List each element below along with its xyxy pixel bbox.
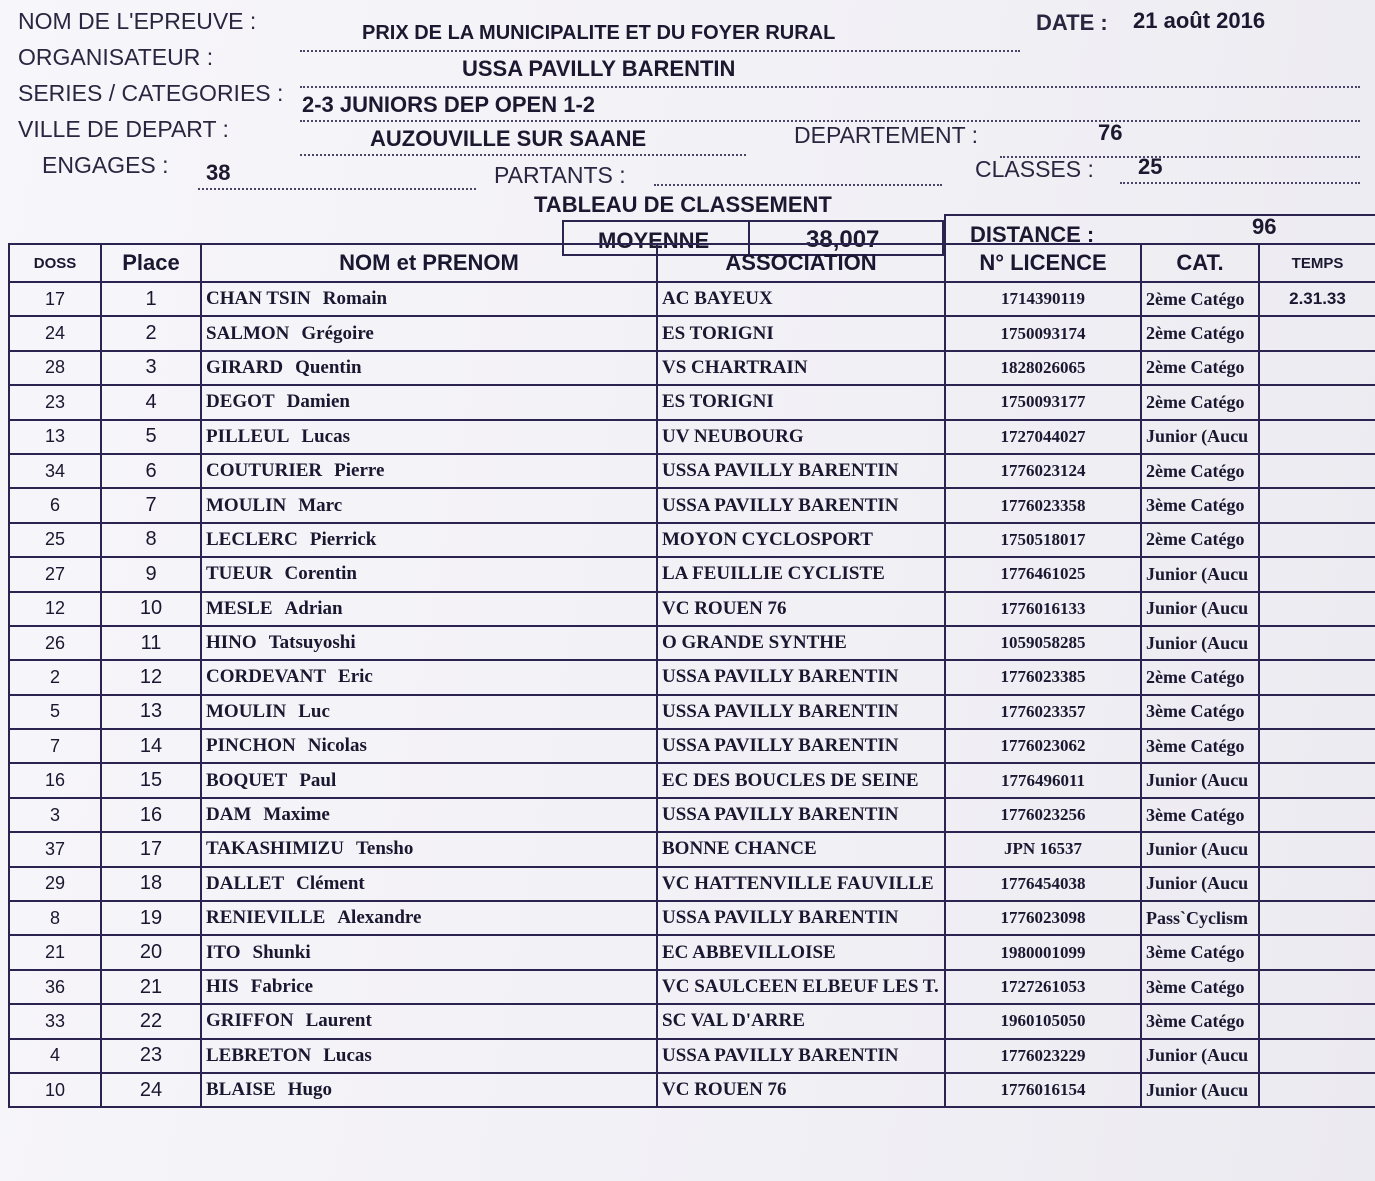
time-cell: 2.31.33 bbox=[1259, 282, 1375, 316]
first-name: Romain bbox=[322, 288, 388, 310]
date-value: 21 août 2016 bbox=[1133, 8, 1266, 33]
place-cell: 11 bbox=[101, 626, 201, 660]
place-cell: 5 bbox=[101, 420, 201, 454]
time-cell bbox=[1259, 970, 1375, 1004]
association-cell: SC VAL D'ARRE bbox=[657, 1004, 945, 1038]
dotted-line bbox=[198, 188, 476, 190]
table-row bbox=[9, 763, 1375, 797]
association-cell: VC HATTENVILLE FAUVILLE bbox=[657, 867, 945, 901]
name-cell bbox=[201, 901, 657, 935]
time-cell bbox=[1259, 316, 1375, 350]
doss-cell: 7 bbox=[9, 729, 101, 763]
category-cell: Pass`Cyclism bbox=[1141, 901, 1259, 935]
first-name: Corentin bbox=[284, 563, 357, 585]
first-name: Laurent bbox=[305, 1010, 372, 1032]
licence-cell: 1776016154 bbox=[945, 1073, 1141, 1107]
organisateur-label: ORGANISATEUR : bbox=[18, 44, 214, 70]
time-cell bbox=[1259, 523, 1375, 557]
last-name: BOQUET bbox=[206, 769, 288, 791]
doss-cell: 33 bbox=[9, 1004, 101, 1038]
place-cell: 1 bbox=[101, 282, 201, 316]
place-cell: 3 bbox=[101, 351, 201, 385]
dotted-line bbox=[300, 86, 1360, 88]
moyenne-label: MOYENNE bbox=[598, 228, 710, 253]
dotted-line bbox=[300, 154, 746, 156]
table-body bbox=[9, 282, 1375, 1107]
table-row bbox=[9, 488, 1375, 522]
association-cell: EC ABBEVILLOISE bbox=[657, 935, 945, 969]
doss-cell: 10 bbox=[9, 1073, 101, 1107]
table-row bbox=[9, 935, 1375, 969]
distance-value: 96 bbox=[1252, 214, 1277, 239]
last-name: GRIFFON bbox=[206, 1010, 294, 1032]
licence-cell: 1776023256 bbox=[945, 798, 1141, 832]
place-cell: 18 bbox=[101, 867, 201, 901]
classes-label: CLASSES : bbox=[975, 156, 1094, 182]
col-nom-header: NOM et PRENOM bbox=[201, 244, 657, 282]
last-name: DEGOT bbox=[206, 391, 275, 413]
association-cell: EC DES BOUCLES DE SEINE bbox=[657, 763, 945, 797]
licence-cell: 1776023124 bbox=[945, 454, 1141, 488]
time-cell bbox=[1259, 763, 1375, 797]
series-label: SERIES / CATEGORIES : bbox=[18, 80, 284, 106]
time-cell bbox=[1259, 798, 1375, 832]
licence-cell: 1776023358 bbox=[945, 488, 1141, 522]
doss-cell: 25 bbox=[9, 523, 101, 557]
licence-cell: 1776023385 bbox=[945, 660, 1141, 694]
place-cell: 14 bbox=[101, 729, 201, 763]
association-cell: AC BAYEUX bbox=[657, 282, 945, 316]
first-name: Damien bbox=[286, 391, 350, 413]
table-row bbox=[9, 592, 1375, 626]
licence-cell: 1750518017 bbox=[945, 523, 1141, 557]
name-cell bbox=[201, 798, 657, 832]
place-cell: 13 bbox=[101, 695, 201, 729]
licence-cell: 1776023062 bbox=[945, 729, 1141, 763]
first-name: Pierre bbox=[334, 460, 385, 482]
table-row bbox=[9, 316, 1375, 350]
category-cell: Junior (Aucu bbox=[1141, 592, 1259, 626]
first-name: Pierrick bbox=[309, 528, 377, 550]
doss-cell: 2 bbox=[9, 660, 101, 694]
place-cell: 10 bbox=[101, 592, 201, 626]
name-cell bbox=[201, 1004, 657, 1038]
licence-cell: 1776454038 bbox=[945, 867, 1141, 901]
dotted-line bbox=[1120, 182, 1360, 184]
category-cell: 2ème Catégo bbox=[1141, 385, 1259, 419]
col-licence-header: N° LICENCE bbox=[945, 244, 1141, 282]
place-cell: 15 bbox=[101, 763, 201, 797]
last-name: CORDEVANT bbox=[206, 666, 327, 688]
first-name: Fabrice bbox=[250, 976, 314, 997]
name-cell bbox=[201, 832, 657, 866]
name-cell bbox=[201, 970, 657, 1004]
last-name: MOULIN bbox=[206, 494, 287, 516]
time-cell bbox=[1259, 1039, 1375, 1073]
name-cell bbox=[201, 867, 657, 901]
licence-cell: 1776461025 bbox=[945, 557, 1141, 591]
category-cell: 2ème Catégo bbox=[1141, 351, 1259, 385]
place-cell: 21 bbox=[101, 970, 201, 1004]
tableau-title: TABLEAU DE CLASSEMENT bbox=[534, 192, 832, 217]
doss-cell: 24 bbox=[9, 316, 101, 350]
ville-value: AUZOUVILLE SUR SAANE bbox=[370, 126, 647, 151]
last-name: BLAISE bbox=[206, 1079, 276, 1101]
table-row bbox=[9, 798, 1375, 832]
last-name: PILLEUL bbox=[206, 425, 290, 447]
first-name: Alexandre bbox=[337, 907, 422, 929]
first-name: Clément bbox=[296, 872, 365, 894]
last-name: DALLET bbox=[206, 872, 285, 894]
doss-cell: 26 bbox=[9, 626, 101, 660]
last-name: CHAN TSIN bbox=[206, 288, 311, 310]
first-name: Maxime bbox=[263, 804, 330, 826]
last-name: TAKASHIMIZU bbox=[206, 838, 344, 860]
date-label: DATE : bbox=[1036, 10, 1108, 35]
category-cell: 2ème Catégo bbox=[1141, 316, 1259, 350]
table-row bbox=[9, 626, 1375, 660]
licence-cell: JPN 16537 bbox=[945, 832, 1141, 866]
time-cell bbox=[1259, 729, 1375, 763]
doss-cell: 23 bbox=[9, 385, 101, 419]
first-name: Lucas bbox=[301, 425, 350, 447]
doss-cell: 4 bbox=[9, 1039, 101, 1073]
category-cell: 2ème Catégo bbox=[1141, 523, 1259, 557]
association-cell: USSA PAVILLY BARENTIN bbox=[657, 660, 945, 694]
association-cell: ES TORIGNI bbox=[657, 316, 945, 350]
time-cell bbox=[1259, 454, 1375, 488]
name-cell bbox=[201, 523, 657, 557]
col-association-header: ASSOCIATION bbox=[657, 244, 945, 282]
time-cell bbox=[1259, 695, 1375, 729]
doss-cell: 21 bbox=[9, 935, 101, 969]
time-cell bbox=[1259, 626, 1375, 660]
first-name: Paul bbox=[299, 769, 337, 791]
dotted-line bbox=[654, 184, 942, 186]
place-cell: 17 bbox=[101, 832, 201, 866]
category-cell: Junior (Aucu bbox=[1141, 420, 1259, 454]
category-cell: Junior (Aucu bbox=[1141, 832, 1259, 866]
association-cell: ES TORIGNI bbox=[657, 385, 945, 419]
first-name: Eric bbox=[338, 666, 373, 688]
last-name: MESLE bbox=[206, 597, 273, 619]
licence-cell: 1960105050 bbox=[945, 1004, 1141, 1038]
category-cell: Junior (Aucu bbox=[1141, 763, 1259, 797]
first-name: Tensho bbox=[355, 838, 414, 860]
table-row bbox=[9, 420, 1375, 454]
doss-cell: 17 bbox=[9, 282, 101, 316]
table-row bbox=[9, 282, 1375, 316]
first-name: Nicolas bbox=[307, 735, 367, 757]
organisateur-value: USSA PAVILLY BARENTIN bbox=[462, 56, 736, 81]
name-cell bbox=[201, 454, 657, 488]
place-cell: 6 bbox=[101, 454, 201, 488]
table-row bbox=[9, 729, 1375, 763]
name-cell bbox=[201, 420, 657, 454]
table-row bbox=[9, 970, 1375, 1004]
col-place-header: Place bbox=[101, 244, 201, 282]
distance-label: DISTANCE : bbox=[970, 222, 1095, 247]
time-cell bbox=[1259, 935, 1375, 969]
association-cell: MOYON CYCLOSPORT bbox=[657, 523, 945, 557]
departement-label: DEPARTEMENT : bbox=[794, 122, 979, 148]
place-cell: 4 bbox=[101, 385, 201, 419]
category-cell: Junior (Aucu bbox=[1141, 626, 1259, 660]
association-cell: USSA PAVILLY BARENTIN bbox=[657, 695, 945, 729]
last-name: DAM bbox=[206, 804, 252, 826]
association-cell: USSA PAVILLY BARENTIN bbox=[657, 729, 945, 763]
name-cell bbox=[201, 488, 657, 522]
category-cell: 3ème Catégo bbox=[1141, 1004, 1259, 1038]
place-cell: 7 bbox=[101, 488, 201, 522]
licence-cell: 1776016133 bbox=[945, 592, 1141, 626]
ville-label: VILLE DE DEPART : bbox=[18, 116, 229, 142]
doss-cell: 3 bbox=[9, 798, 101, 832]
doss-cell: 6 bbox=[9, 488, 101, 522]
name-cell bbox=[201, 729, 657, 763]
association-cell: VC ROUEN 76 bbox=[657, 1073, 945, 1107]
name-cell bbox=[201, 660, 657, 694]
association-cell: USSA PAVILLY BARENTIN bbox=[657, 901, 945, 935]
classes-value: 25 bbox=[1138, 154, 1163, 179]
time-cell bbox=[1259, 488, 1375, 522]
time-cell bbox=[1259, 351, 1375, 385]
engages-value: 38 bbox=[206, 160, 231, 185]
time-cell bbox=[1259, 1004, 1375, 1038]
time-cell bbox=[1259, 867, 1375, 901]
licence-cell: 1727044027 bbox=[945, 420, 1141, 454]
licence-cell: 1727261053 bbox=[945, 970, 1141, 1004]
table-row bbox=[9, 557, 1375, 591]
last-name: COUTURIER bbox=[206, 460, 323, 482]
licence-cell: 1980001099 bbox=[945, 935, 1141, 969]
association-cell: USSA PAVILLY BARENTIN bbox=[657, 454, 945, 488]
dotted-line bbox=[300, 50, 1020, 52]
table-row bbox=[9, 695, 1375, 729]
table-row bbox=[9, 1073, 1375, 1107]
category-cell: 3ème Catégo bbox=[1141, 798, 1259, 832]
table-row bbox=[9, 832, 1375, 866]
epreuve-value: PRIX DE LA MUNICIPALITE ET DU FOYER RURAL bbox=[362, 22, 836, 44]
name-cell bbox=[201, 695, 657, 729]
licence-cell: 1776023357 bbox=[945, 695, 1141, 729]
association-cell: VC ROUEN 76 bbox=[657, 592, 945, 626]
last-name: PINCHON bbox=[206, 735, 296, 757]
name-cell bbox=[201, 1039, 657, 1073]
licence-cell: 1776496011 bbox=[945, 763, 1141, 797]
first-name: Adrian bbox=[284, 597, 343, 619]
doss-cell: 36 bbox=[9, 970, 101, 1004]
place-cell: 9 bbox=[101, 557, 201, 591]
last-name: LECLERC bbox=[206, 528, 298, 550]
place-cell: 20 bbox=[101, 935, 201, 969]
name-cell bbox=[201, 763, 657, 797]
time-cell bbox=[1259, 1073, 1375, 1107]
time-cell bbox=[1259, 592, 1375, 626]
category-cell: 2ème Catégo bbox=[1141, 660, 1259, 694]
last-name: HIS bbox=[206, 976, 239, 997]
category-cell: 3ème Catégo bbox=[1141, 695, 1259, 729]
epreuve-label: NOM DE L'EPREUVE : bbox=[18, 8, 257, 34]
doss-cell: 12 bbox=[9, 592, 101, 626]
association-cell: BONNE CHANCE bbox=[657, 832, 945, 866]
name-cell bbox=[201, 316, 657, 350]
category-cell: 2ème Catégo bbox=[1141, 282, 1259, 316]
association-cell: USSA PAVILLY BARENTIN bbox=[657, 798, 945, 832]
col-doss-header: DOSS bbox=[9, 244, 101, 282]
last-name: LEBRETON bbox=[206, 1044, 312, 1066]
name-cell bbox=[201, 626, 657, 660]
place-cell: 19 bbox=[101, 901, 201, 935]
first-name: Quentin bbox=[295, 356, 362, 378]
category-cell: Junior (Aucu bbox=[1141, 1039, 1259, 1073]
association-cell: UV NEUBOURG bbox=[657, 420, 945, 454]
table-row bbox=[9, 523, 1375, 557]
category-cell: 3ème Catégo bbox=[1141, 935, 1259, 969]
table-row bbox=[9, 901, 1375, 935]
last-name: TUEUR bbox=[206, 563, 273, 585]
category-cell: Junior (Aucu bbox=[1141, 867, 1259, 901]
place-cell: 24 bbox=[101, 1073, 201, 1107]
first-name: Shunki bbox=[252, 941, 311, 963]
col-cat-header: CAT. bbox=[1141, 244, 1259, 282]
place-cell: 16 bbox=[101, 798, 201, 832]
departement-value: 76 bbox=[1098, 120, 1123, 145]
table-row bbox=[9, 660, 1375, 694]
place-cell: 23 bbox=[101, 1039, 201, 1073]
place-cell: 2 bbox=[101, 316, 201, 350]
doss-cell: 5 bbox=[9, 695, 101, 729]
name-cell bbox=[201, 592, 657, 626]
doss-cell: 28 bbox=[9, 351, 101, 385]
first-name: Grégoire bbox=[301, 322, 374, 344]
table-row bbox=[9, 1039, 1375, 1073]
table-row bbox=[9, 351, 1375, 385]
engages-label: ENGAGES : bbox=[42, 152, 169, 178]
licence-cell: 1776023098 bbox=[945, 901, 1141, 935]
name-cell bbox=[201, 935, 657, 969]
licence-cell: 1750093174 bbox=[945, 316, 1141, 350]
doss-cell: 29 bbox=[9, 867, 101, 901]
licence-cell: 1828026065 bbox=[945, 351, 1141, 385]
association-cell: VC SAULCEEN ELBEUF LES T. bbox=[657, 970, 945, 1004]
category-cell: 3ème Catégo bbox=[1141, 488, 1259, 522]
name-cell bbox=[201, 351, 657, 385]
licence-cell: 1059058285 bbox=[945, 626, 1141, 660]
place-cell: 8 bbox=[101, 523, 201, 557]
last-name: HINO bbox=[206, 632, 257, 654]
association-cell: LA FEUILLIE CYCLISTE bbox=[657, 557, 945, 591]
last-name: SALMON bbox=[206, 322, 290, 344]
last-name: ITO bbox=[206, 941, 241, 963]
first-name: Lucas bbox=[323, 1044, 372, 1066]
doss-cell: 16 bbox=[9, 763, 101, 797]
category-cell: Junior (Aucu bbox=[1141, 1073, 1259, 1107]
association-cell: O GRANDE SYNTHE bbox=[657, 626, 945, 660]
series-value: 2-3 JUNIORS DEP OPEN 1-2 bbox=[302, 92, 596, 117]
time-cell bbox=[1259, 832, 1375, 866]
association-cell: VS CHARTRAIN bbox=[657, 351, 945, 385]
category-cell: 2ème Catégo bbox=[1141, 454, 1259, 488]
category-cell: Junior (Aucu bbox=[1141, 557, 1259, 591]
last-name: GIRARD bbox=[206, 356, 284, 378]
name-cell bbox=[201, 557, 657, 591]
category-cell: 3ème Catégo bbox=[1141, 729, 1259, 763]
time-cell bbox=[1259, 901, 1375, 935]
category-cell: 3ème Catégo bbox=[1141, 970, 1259, 1004]
time-cell bbox=[1259, 385, 1375, 419]
last-name: MOULIN bbox=[206, 700, 287, 722]
doss-cell: 27 bbox=[9, 557, 101, 591]
first-name: Tatsuyoshi bbox=[268, 632, 356, 654]
doss-cell: 34 bbox=[9, 454, 101, 488]
first-name: Marc bbox=[298, 494, 343, 516]
place-cell: 22 bbox=[101, 1004, 201, 1038]
doss-cell: 8 bbox=[9, 901, 101, 935]
licence-cell: 1776023229 bbox=[945, 1039, 1141, 1073]
doss-cell: 13 bbox=[9, 420, 101, 454]
table-row bbox=[9, 1004, 1375, 1038]
time-cell bbox=[1259, 557, 1375, 591]
name-cell bbox=[201, 1073, 657, 1107]
moyenne-value: 38,007 bbox=[806, 226, 880, 253]
table-row bbox=[9, 867, 1375, 901]
col-temps-header: TEMPS bbox=[1259, 244, 1375, 282]
table-header-row bbox=[9, 244, 1375, 282]
results-table bbox=[8, 243, 1375, 1108]
table-row bbox=[9, 454, 1375, 488]
doss-cell: 37 bbox=[9, 832, 101, 866]
first-name: Luc bbox=[298, 700, 330, 722]
place-cell: 12 bbox=[101, 660, 201, 694]
licence-cell: 1714390119 bbox=[945, 282, 1141, 316]
last-name: RENIEVILLE bbox=[206, 907, 326, 929]
time-cell bbox=[1259, 420, 1375, 454]
time-cell bbox=[1259, 660, 1375, 694]
name-cell bbox=[201, 385, 657, 419]
licence-cell: 1750093177 bbox=[945, 385, 1141, 419]
association-cell: USSA PAVILLY BARENTIN bbox=[657, 1039, 945, 1073]
first-name: Hugo bbox=[287, 1079, 333, 1101]
partants-label: PARTANTS : bbox=[494, 162, 626, 188]
name-cell bbox=[201, 282, 657, 316]
table-row bbox=[9, 385, 1375, 419]
association-cell: USSA PAVILLY BARENTIN bbox=[657, 488, 945, 522]
